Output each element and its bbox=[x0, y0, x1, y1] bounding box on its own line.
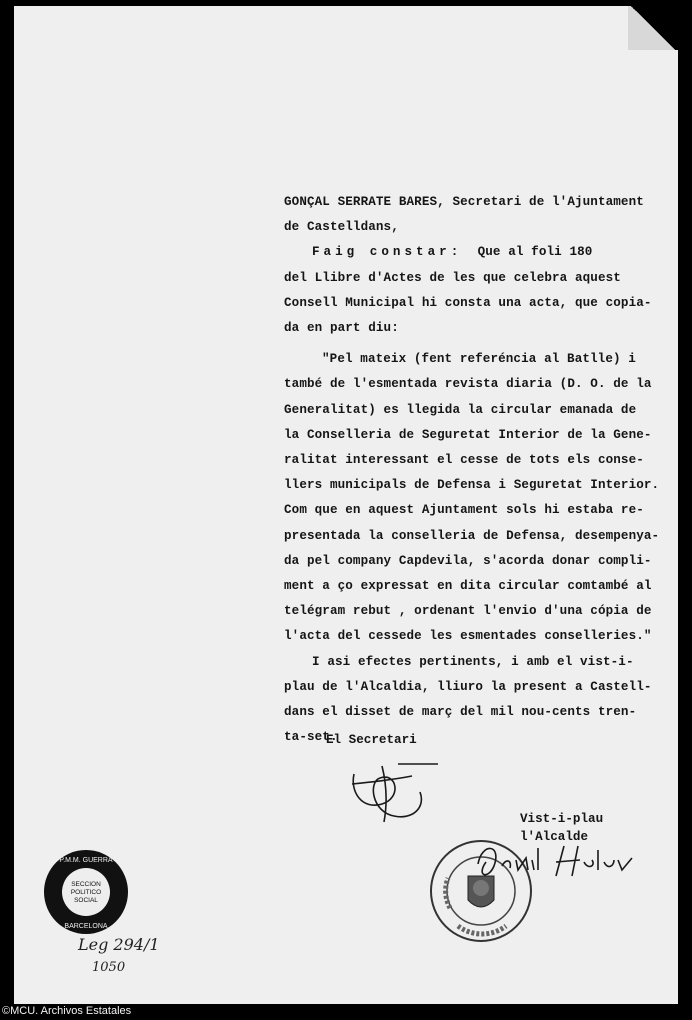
text-line: Consell Municipal hi consta una acta, que copia- bbox=[284, 295, 652, 310]
svg-text:SECCION: SECCION bbox=[71, 881, 101, 888]
archive-number: 1050 bbox=[92, 960, 126, 975]
text-line: també de l'esmentada revista diaria (D. O. de la bbox=[284, 377, 652, 392]
text-line: de Castelldans, bbox=[284, 220, 399, 235]
folded-corner bbox=[628, 6, 678, 50]
alcalde-label: l'Alcalde bbox=[520, 830, 589, 844]
text-line: Com que en aquest Ajuntament sols hi estaba re- bbox=[284, 503, 644, 518]
svg-text:SOCIAL: SOCIAL bbox=[74, 897, 98, 904]
text-line: presentada la conselleria de Defensa, desempenya- bbox=[284, 528, 660, 543]
text-line: dans el disset de març del mil nou-cents tren- bbox=[284, 705, 637, 720]
text-line: I asi efectes pertinents, i amb el vist-i- bbox=[312, 654, 634, 669]
text-line: l'acta del cessede les esmentades conselleries." bbox=[284, 629, 652, 644]
seccion-politico-social-stamp bbox=[42, 848, 130, 936]
text-line: telégram rebut , ordenant l'envio d'una cópia de bbox=[284, 604, 652, 619]
mayor-signature bbox=[472, 836, 637, 886]
text-line: llers municipals de Defensa i Seguretat Interior. bbox=[284, 478, 660, 493]
text-line: Generalitat) es llegida la circular emanada de bbox=[284, 402, 637, 417]
vist-i-plau-label: Vist-i-plau bbox=[520, 812, 604, 826]
text-line bbox=[284, 240, 664, 265]
secretary-label: El Secretari bbox=[326, 733, 417, 747]
text-line: ment a ço expressat en dita circular comtambé al bbox=[284, 579, 652, 594]
faig-constar: Faig constar: bbox=[312, 245, 463, 260]
text-line: GONÇAL SERRATE BARES, Secretari de l'Ajuntament bbox=[284, 195, 644, 209]
text-line: ralitat interessant el cesse de tots els conse- bbox=[284, 453, 644, 468]
archive-code: Leg 294/1 bbox=[78, 935, 160, 954]
text-line: plau de l'Alcaldia, lliuro la present a Castell- bbox=[284, 679, 652, 694]
watermark: ©MCU. Archivos Estatales bbox=[2, 1005, 132, 1017]
text-line: la Conselleria de Seguretat Interior de la Gene- bbox=[284, 427, 652, 442]
svg-text:BARCELONA: BARCELONA bbox=[64, 923, 108, 930]
text-line: ta-set. bbox=[284, 730, 338, 745]
document-body bbox=[284, 190, 664, 750]
text-line: del Llibre d'Actes de les que celebra aquest bbox=[284, 270, 621, 285]
svg-text:POLITICO: POLITICO bbox=[70, 889, 102, 896]
text-fragment: Que al foli 180 bbox=[477, 245, 593, 260]
text-line: da en part diu: bbox=[284, 321, 399, 336]
svg-text:P.M.M. GUERRA: P.M.M. GUERRA bbox=[59, 857, 113, 864]
text-line: da pel company Capdevila, s'acorda donar compli- bbox=[284, 553, 652, 568]
text-line: "Pel mateix (fent referéncia al Batlle) i bbox=[322, 352, 636, 367]
secretary-signature bbox=[342, 752, 442, 828]
